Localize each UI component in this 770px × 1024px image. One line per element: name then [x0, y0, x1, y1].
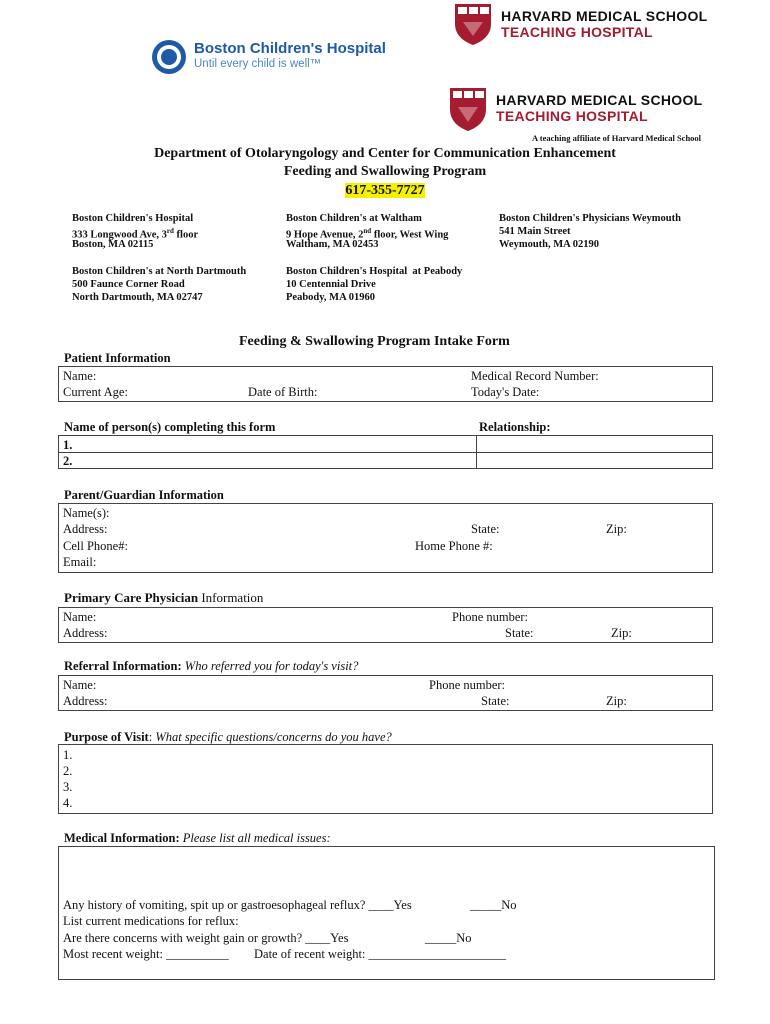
reflux-meds-label: List current medications for reflux:	[63, 914, 239, 928]
patient-info-heading: Patient Information	[64, 351, 171, 365]
hms-teaching-hospital-logo-bottom: HARVARD MEDICAL SCHOOL TEACHING HOSPITAL	[496, 92, 703, 124]
referral-phone-label: Phone number:	[429, 678, 506, 692]
location-weymouth-city: Weymouth, MA 02190	[499, 239, 600, 250]
harvard-shield-logo-top	[453, 2, 493, 46]
patient-age-label: Current Age:	[63, 385, 128, 399]
referral-name-label: Name:	[63, 678, 97, 692]
location-dartmouth-city: North Dartmouth, MA 02747	[72, 292, 203, 303]
location-boston-city: Boston, MA 02115	[72, 239, 154, 250]
location-weymouth-name: Boston Children's Physicians Weymouth	[499, 213, 681, 224]
location-dartmouth-name: Boston Children's at North Dartmouth	[72, 266, 247, 277]
guardian-box[interactable]	[58, 503, 713, 573]
location-waltham-name: Boston Children's at Waltham	[286, 213, 422, 224]
pcp-phone-label: Phone number:	[452, 610, 529, 624]
bch-logo	[150, 38, 450, 78]
affiliate-note: A teaching affiliate of Harvard Medical School	[532, 133, 702, 143]
guardian-email-label: Email:	[63, 555, 97, 569]
guardian-state-label: State:	[471, 522, 500, 536]
location-peabody-city: Peabody, MA 01960	[286, 292, 375, 303]
relationship-heading: Relationship:	[479, 420, 551, 434]
pcp-zip-label: Zip:	[611, 626, 632, 640]
hms-teaching-hospital: TEACHING HOSPITAL	[501, 24, 653, 40]
referral-state-label: State:	[481, 694, 510, 708]
reflux-question: Any history of vomiting, spit up or gastroesophageal reflux? ____Yes	[63, 898, 412, 912]
guardian-heading: Parent/Guardian Information	[64, 488, 224, 502]
patient-today-label: Today's Date:	[471, 385, 540, 399]
weight-no[interactable]: _____No	[425, 931, 472, 945]
program-phone-wrap	[0, 181, 770, 200]
completer-heading: Name of person(s) completing this form	[64, 420, 276, 434]
bch-emblem-icon	[150, 38, 190, 76]
location-peabody-name: Boston Children's Hospital at Peabody	[286, 266, 463, 277]
completer-row-divider	[58, 452, 713, 453]
pcp-name-label: Name:	[63, 610, 97, 624]
referral-zip-label: Zip:	[606, 694, 627, 708]
location-weymouth-street: 541 Main Street	[499, 226, 571, 237]
purpose-item-4: 4.	[63, 796, 73, 810]
patient-dob-label: Date of Birth:	[248, 385, 318, 399]
completer-row-2[interactable]: 2.	[63, 454, 73, 468]
program-title: Feeding and Swallowing Program	[283, 164, 487, 179]
program-phone: 617-355-7727	[345, 183, 425, 198]
recent-weight-date-field[interactable]: Date of recent weight: ______________________	[254, 947, 507, 961]
guardian-cell-label: Cell Phone#:	[63, 539, 128, 553]
reflux-no[interactable]: _____No	[470, 898, 517, 912]
purpose-heading: Purpose of Visit: What specific questions/concerns do you have?	[64, 730, 392, 744]
hms-teaching-hospital-logo-top	[501, 8, 708, 40]
department-title: Department of Otolaryngology and Center for Communication Enhancement	[154, 146, 616, 161]
location-peabody-street: 10 Centennial Drive	[286, 279, 376, 290]
completer-col-divider	[476, 435, 477, 469]
guardian-zip-label: Zip:	[606, 522, 627, 536]
purpose-item-3: 3.	[63, 780, 73, 794]
pcp-address-label: Address:	[63, 626, 108, 640]
patient-mrn-label: Medical Record Number:	[471, 369, 599, 383]
location-waltham-city: Waltham, MA 02453	[286, 239, 379, 250]
weight-question: Are there concerns with weight gain or growth? ____Yes	[63, 931, 349, 945]
pcp-heading: Primary Care Physician Information	[64, 590, 264, 605]
hms-name: HARVARD MEDICAL SCHOOL	[501, 8, 708, 24]
patient-name-label: Name:	[63, 369, 97, 383]
guardian-names-label: Name(s):	[63, 506, 110, 520]
bch-tagline: Until every child is well™	[194, 58, 322, 70]
referral-heading: Referral Information: Who referred you for today's visit?	[64, 659, 359, 673]
guardian-address-label: Address:	[63, 522, 108, 536]
location-waltham-street: 9 Hope Avenue, 2nd floor, West Wing	[286, 227, 449, 241]
referral-address-label: Address:	[63, 694, 108, 708]
guardian-home-label: Home Phone #:	[415, 539, 493, 553]
location-boston-street: 333 Longwood Ave, 3rd floor	[72, 227, 199, 241]
completer-row-1[interactable]: 1.	[63, 438, 73, 452]
purpose-box[interactable]	[58, 744, 713, 814]
patient-info-box[interactable]	[58, 366, 713, 402]
medical-heading: Medical Information: Please list all medical issues:	[64, 831, 331, 845]
bch-name: Boston Children's Hospital	[194, 40, 386, 57]
purpose-item-2: 2.	[63, 764, 73, 778]
intake-form-title: Feeding & Swallowing Program Intake Form	[239, 334, 510, 349]
harvard-shield-logo-bottom	[448, 86, 488, 132]
location-boston-name: Boston Children's Hospital	[72, 213, 194, 224]
recent-weight-field[interactable]: Most recent weight: __________	[63, 947, 229, 961]
location-dartmouth-street: 500 Faunce Corner Road	[72, 279, 185, 290]
purpose-item-1: 1.	[63, 748, 73, 762]
pcp-state-label: State:	[505, 626, 534, 640]
